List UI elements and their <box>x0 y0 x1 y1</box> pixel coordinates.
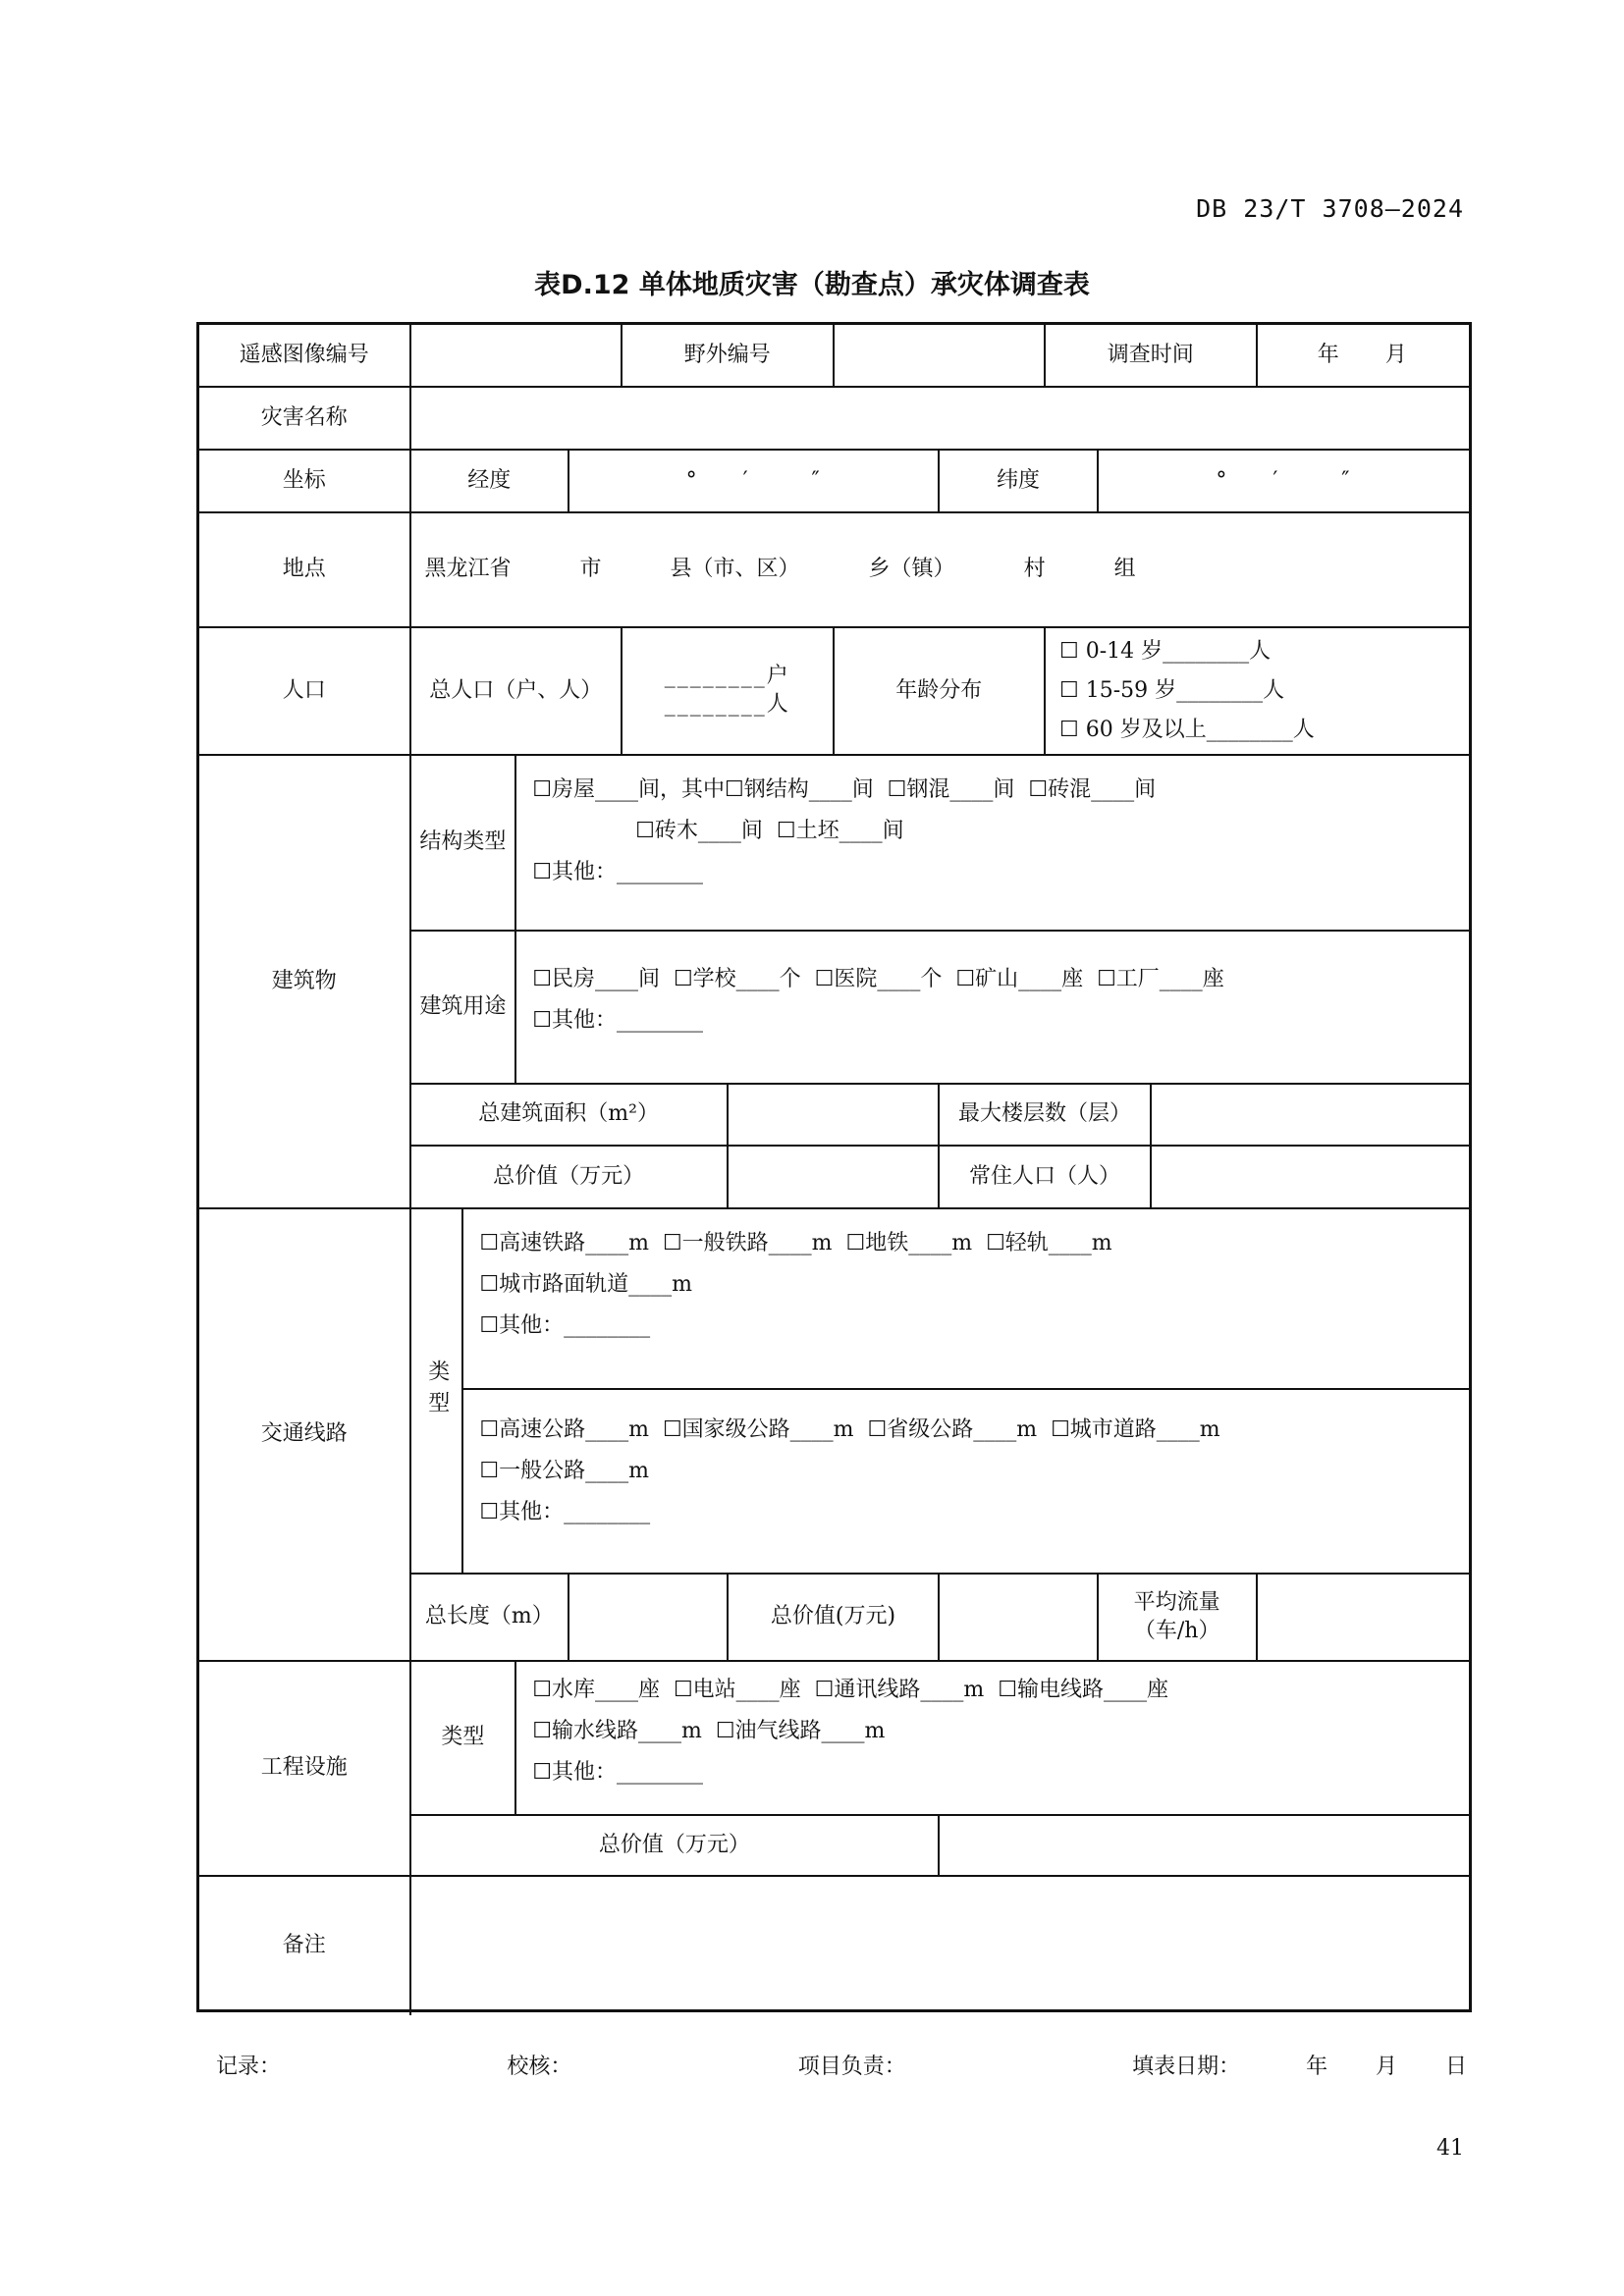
road-line-3[interactable]: ☐其他：________ <box>479 1500 651 1524</box>
page-number: 41 <box>1436 2136 1464 2161</box>
facilities-line-2[interactable]: ☐输水线路____m ☐油气线路____m <box>532 1719 886 1743</box>
rail-options[interactable] <box>463 1209 1469 1390</box>
recorder-label: 记录： <box>216 2055 282 2079</box>
road-line-2[interactable]: ☐一般公路____m <box>479 1459 649 1483</box>
remarks-field[interactable] <box>411 1877 1470 2015</box>
facilities-value-field[interactable] <box>940 1816 1469 1877</box>
structure-type-options[interactable] <box>516 756 1469 932</box>
rail-line-3[interactable]: ☐其他：________ <box>479 1313 651 1338</box>
location-label: 地点 <box>199 513 411 628</box>
max-floors-label: 最大楼层数（层） <box>940 1085 1152 1147</box>
usage-line-1[interactable]: ☐民房____间 ☐学校____个 ☐医院____个 ☐矿山____座 ☐工厂____座 <box>532 967 1224 991</box>
age-60-plus-checkbox[interactable]: ☐ 60 岁及以上________人 <box>1059 718 1315 742</box>
checker-label: 校核： <box>507 2055 572 2079</box>
average-flow-title: 平均流量 <box>1133 1589 1220 1615</box>
transport-label: 交通线路 <box>199 1209 411 1662</box>
buildings-label: 建筑物 <box>199 756 411 1209</box>
fill-date-label: 填表日期： <box>1132 2055 1241 2079</box>
province-text: 黑龙江省 <box>424 557 512 582</box>
residents-field[interactable] <box>1152 1147 1469 1209</box>
households-blank[interactable]: ________户 <box>664 664 790 689</box>
coordinate-label: 坐标 <box>199 451 411 513</box>
transport-value-field[interactable] <box>940 1575 1099 1662</box>
project-lead-label: 项目负责： <box>797 2055 906 2079</box>
structure-type-label: 结构类型 <box>411 756 517 932</box>
signature-footer <box>216 2050 1467 2080</box>
location-field[interactable] <box>411 513 1470 628</box>
latitude-field[interactable]: ° ′ ″ <box>1099 451 1469 513</box>
average-flow-field[interactable] <box>1258 1575 1470 1662</box>
usage-line-2[interactable]: ☐其他：________ <box>532 1008 703 1033</box>
table-title: 表D.12 单体地质灾害（勘查点）承灾体调查表 <box>534 270 1090 300</box>
max-floors-field[interactable] <box>1152 1085 1469 1147</box>
total-floor-area-label: 总建筑面积（m²） <box>411 1085 729 1147</box>
longitude-label: 经度 <box>411 451 570 513</box>
facilities-value-label: 总价值（万元） <box>411 1816 941 1877</box>
facilities-type-label: 类型 <box>411 1662 517 1816</box>
transport-type-label <box>411 1209 464 1575</box>
rail-line-2[interactable]: ☐城市路面轨道____m <box>479 1272 692 1297</box>
rail-line-1[interactable]: ☐高速铁路____m ☐一般铁路____m ☐地铁____m ☐轻轨____m <box>479 1231 1112 1255</box>
road-options[interactable] <box>463 1390 1469 1575</box>
building-value-field[interactable] <box>729 1147 941 1209</box>
group-text: 组 <box>1113 557 1136 582</box>
total-length-field[interactable] <box>569 1575 729 1662</box>
total-population-label: 总人口（户、人） <box>411 628 623 756</box>
average-flow-label <box>1099 1575 1258 1662</box>
survey-time-label: 调查时间 <box>1046 325 1258 388</box>
age-distribution-field[interactable] <box>1046 628 1469 756</box>
field-no-label: 野外编号 <box>623 325 835 388</box>
standard-number: DB 23/T 3708—2024 <box>1196 194 1464 223</box>
total-population-field[interactable] <box>623 628 835 756</box>
facilities-line-1[interactable]: ☐水库____座 ☐电站____座 ☐通讯线路____m ☐输电线路____座 <box>532 1678 1168 1702</box>
facilities-label: 工程设施 <box>199 1662 411 1877</box>
remarks-label: 备注 <box>199 1877 411 2015</box>
structure-line-1[interactable]: ☐房屋____间，其中☐钢结构____间 ☐钢混____间 ☐砖混____间 <box>532 777 1157 802</box>
field-no-field[interactable] <box>835 325 1047 388</box>
persons-blank[interactable]: ________人 <box>664 692 790 717</box>
latitude-label: 纬度 <box>940 451 1099 513</box>
total-floor-area-field[interactable] <box>729 1085 941 1147</box>
building-usage-options[interactable] <box>516 932 1469 1085</box>
structure-line-2[interactable]: ☐砖木____间 ☐土坯____间 <box>532 819 904 843</box>
structure-line-3[interactable]: ☐其他：________ <box>532 860 703 884</box>
road-line-1[interactable]: ☐高速公路____m ☐国家级公路____m ☐省级公路____m ☐城市道路____m <box>479 1417 1220 1442</box>
age-0-14-checkbox[interactable]: ☐ 0-14 岁________人 <box>1059 639 1272 664</box>
village-text: 村 <box>1023 557 1046 582</box>
transport-value-label: 总价值(万元) <box>729 1575 941 1662</box>
age-15-59-checkbox[interactable]: ☐ 15-59 岁________人 <box>1059 678 1285 703</box>
longitude-field[interactable]: ° ′ ″ <box>569 451 940 513</box>
facilities-options[interactable] <box>516 1662 1469 1816</box>
transport-type-text: 类型 <box>424 1360 450 1422</box>
building-usage-label: 建筑用途 <box>411 932 517 1085</box>
fill-date-units: 年 月 日 <box>1306 2055 1467 2079</box>
disaster-name-label: 灾害名称 <box>199 388 411 451</box>
residents-label: 常住人口（人） <box>940 1147 1152 1209</box>
disaster-name-field[interactable] <box>411 388 1470 451</box>
total-length-label: 总长度（m） <box>411 1575 570 1662</box>
population-label: 人口 <box>199 628 411 756</box>
township-text: 乡（镇） <box>868 557 955 582</box>
survey-table <box>196 322 1472 2012</box>
county-text: 县（市、区） <box>670 557 800 582</box>
fill-date-group <box>1132 2050 1467 2080</box>
age-distribution-label: 年龄分布 <box>835 628 1047 756</box>
average-flow-unit: （车/h） <box>1133 1618 1220 1643</box>
image-no-label: 遥感图像编号 <box>199 325 411 388</box>
building-value-label: 总价值（万元） <box>411 1147 729 1209</box>
survey-time-field[interactable]: 年 月 <box>1258 325 1470 388</box>
facilities-line-3[interactable]: ☐其他：________ <box>532 1760 703 1785</box>
image-no-field[interactable] <box>411 325 623 388</box>
city-text: 市 <box>579 557 602 582</box>
